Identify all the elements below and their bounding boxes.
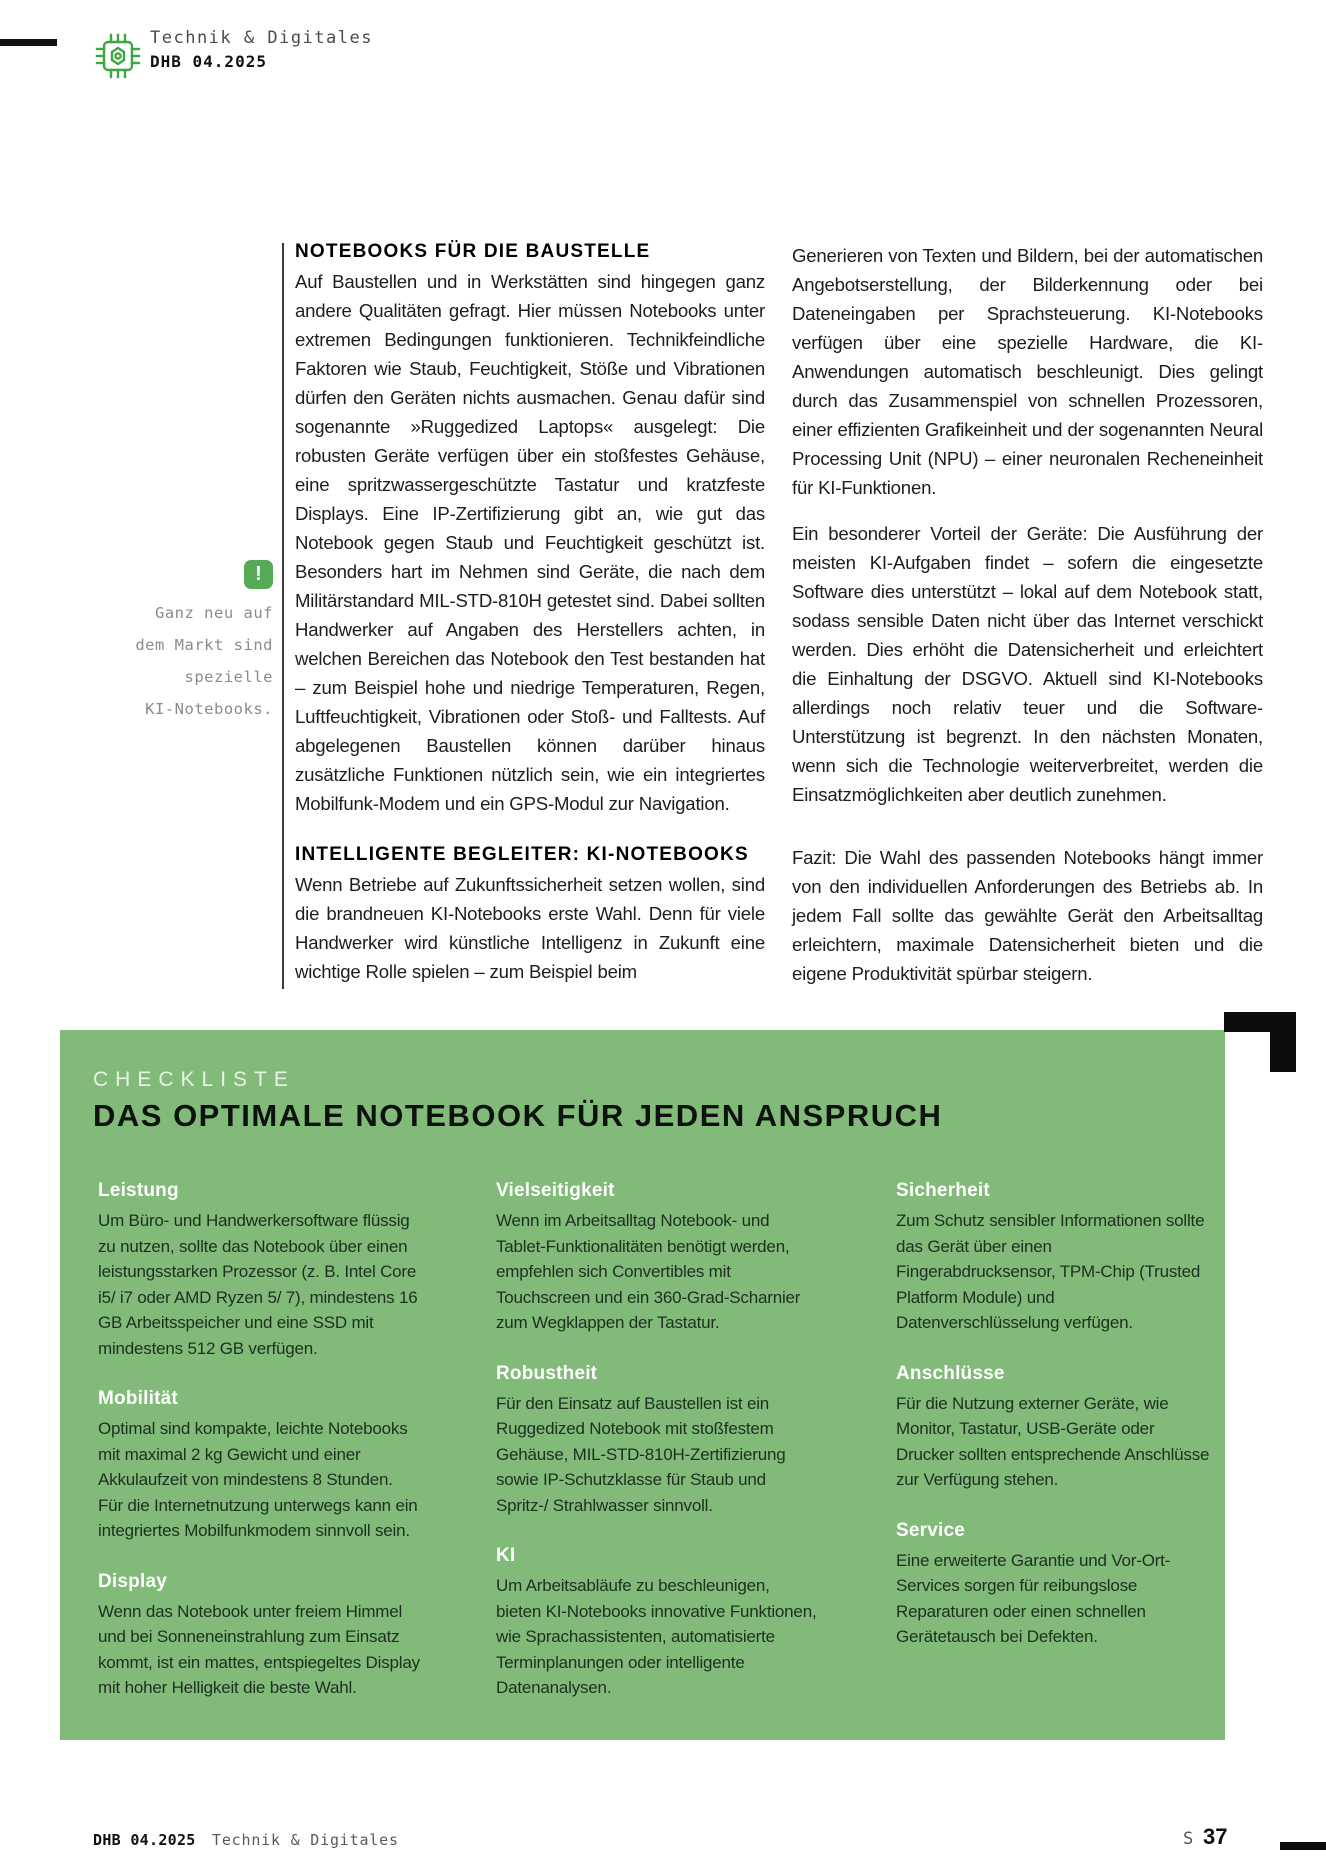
checklist-section-heading: KI xyxy=(496,1545,516,1566)
checklist-section-robustheit xyxy=(496,1363,818,1519)
footer-right-rule xyxy=(1280,1842,1326,1850)
checklist-section-mobilitaet xyxy=(98,1388,420,1544)
checklist-section-heading: Display xyxy=(98,1570,167,1592)
checklist-section-body: Optimal sind kompakte, leichte Notebooks mit maximal 2 kg Gewicht und einer Akkulaufzeit von mindestens 8 Stunden. Für die Internetnutzung unterwegs kann ein integriertes Mobilfunkmodem sinnvoll sein. xyxy=(98,1419,418,1540)
margin-note-line: KI-Notebooks. xyxy=(145,700,273,718)
article-paragraph: Fazit: Die Wahl des passenden Notebooks hängt immer von den individuellen Anforderungen des Betriebs ab. In jedem Fall sollte das gewählte Gerät den Arbeitsalltag erleichtern, maximale Datensicherheit bieten und die eigene Produktivität spürbar steigern. xyxy=(792,847,1263,984)
checklist-section-ki xyxy=(496,1545,818,1701)
checklist-section-body: Wenn das Notebook unter freiem Himmel und bei Sonneneinstrahlung zum Einsatz kommt, ist ein mattes, entspiegeltes Display mit hoher Helligkeit die beste Wahl. xyxy=(98,1601,420,1697)
header-issue-label: DHB 04.2025 xyxy=(150,52,267,71)
exclamation-glyph: ! xyxy=(255,563,262,585)
article-paragraph: Wenn Betriebe auf Zukunftssicherheit setzen wollen, sind die brandneuen KI-Notebooks erste Wahl. Denn für viele Handwerker wird künstliche Intelligenz in Zukunft eine wichtige Rolle spielen – zum Beispiel beim xyxy=(295,874,765,982)
checklist-section-heading: Leistung xyxy=(98,1180,179,1201)
checklist-section-anschluesse xyxy=(896,1363,1212,1493)
checklist-section-heading: Anschlüsse xyxy=(896,1362,1005,1384)
article-paragraph: Auf Baustellen und in Werkstätten sind hingegen ganz andere Qualitäten gefragt. Hier müssen Notebooks unter extremen Bedingungen funktionieren. Technikfeindliche Faktoren wie Staub, Feuchtigkeit, Stöße und Vibrationen dürfen den Geräten nichts ausmachen. Genau dafür sind sogenannte »Ruggedized Laptops« ausgelegt: Die robusten Geräte verfügen über ein stoßfestes Gehäuse, eine spritzwassergeschützte Tastatur und kratzfeste Displays. Eine IP-Zertifizierung gibt an, wie gut das Notebook gegen Staub und Feuchtigkeit geschützt ist. Besonders hart im Nehmen sind Geräte, die nach dem Militärstandard MIL-STD-810H getestet sind. Dabei sollten Handwerker auf Angaben des Herstellers achten, in welchen Bereichen das Notebook den Test bestanden hat – zum Beispiel hohe und niedrige Temperaturen, Regen, Luftfeuchtigkeit, Vibrationen oder Stoß- und Falltests. Auf abgelegenen Baustellen können darüber hinaus zusätzliche Funktionen nützlich sein, wie ein integriertes Mobilfunk-Modem und ein GPS-Modul zur Navigation. xyxy=(295,271,765,814)
checklist-section-vielseitigkeit xyxy=(496,1180,818,1336)
column-rule xyxy=(282,243,284,989)
footer-page-prefix: S xyxy=(1183,1829,1194,1849)
margin-note-line: Ganz neu auf xyxy=(155,604,273,622)
corner-mark xyxy=(1270,1012,1296,1072)
checklist-section-body: Um Büro- und Handwerkersoftware flüssig zu nutzen, sollte das Notebook über einen leistungsstarken Prozessor (z. B. Intel Core i5/ i7 oder AMD Ryzen 5/ 7), mindestens 16 GB Arbeitsspeicher und eine SSD mit mindestens 512 GB verfügen. xyxy=(98,1211,418,1358)
margin-note-line: dem Markt sind xyxy=(135,636,273,654)
checklist-section-body: Zum Schutz sensibler Informationen sollte das Gerät über einen Fingerabdrucksensor, TPM-Chip (Trusted Platform Module) und Datenverschlüsselung verfügen. xyxy=(896,1211,1205,1332)
checklist-column-1 xyxy=(98,1180,420,1728)
checklist-section-body: Eine erweiterte Garantie und Vor-Ort-Services sorgen für reibungslose Reparaturen oder einen schnellen Gerätetausch bei Defekten. xyxy=(896,1550,1171,1646)
checklist-section-display xyxy=(98,1571,420,1701)
checklist-section-body: Um Arbeitsabläufe zu beschleunigen, bieten KI-Notebooks innovative Funktionen, wie Sprachassistenten, automatisierte Terminplanungen oder intelligente Datenanalysen. xyxy=(496,1576,817,1697)
checklist-column-2 xyxy=(496,1180,818,1728)
header-left-rule xyxy=(0,39,57,46)
footer-issue: DHB 04.2025 xyxy=(93,1831,196,1849)
checklist-title: DAS OPTIMALE NOTEBOOK FÜR JEDEN ANSPRUCH xyxy=(93,1098,943,1133)
checklist-column-3 xyxy=(896,1180,1212,1677)
checklist-section-heading: Sicherheit xyxy=(896,1180,990,1201)
checklist-section-body: Wenn im Arbeitsalltag Notebook- und Tablet-Funktionalitäten benötigt werden, empfehlen sich Convertibles mit Touchscreen und ein 360-Grad-Scharnier zum Wegklappen der Tastatur. xyxy=(496,1211,801,1332)
checklist-section-heading: Mobilität xyxy=(98,1388,178,1409)
checklist-section-heading: Robustheit xyxy=(496,1362,598,1384)
article-heading-ki-notebooks: INTELLIGENTE BEGLEITER: KI-NOTEBOOKS xyxy=(295,844,749,865)
footer-page-number: 37 xyxy=(1203,1824,1228,1849)
checklist-section-body: Für die Nutzung externer Geräte, wie Monitor, Tastatur, USB-Geräte oder Drucker sollten entsprechende Anschlüsse zur Verfügung stehen. xyxy=(896,1393,1210,1489)
article-paragraph: Ein besonderer Vorteil der Geräte: Die Ausführung der meisten KI-Aufgaben findet – sofern die eingesetzte Software dies unterstützt – lokal auf dem Notebook statt, sodass sensible Daten nicht über das Internet verschickt werden. Dies erhöht die Datensicherheit und erleichtert die Einhaltung der DSGVO. Aktuell sind KI-Notebooks allerdings noch relativ teuer und die Software-Unterstützung ist begrenzt. In den nächsten Monaten, wenn sich die Technologie weiterverbreitet, werden die Einsatzmöglichkeiten aber deutlich zunehmen. xyxy=(792,523,1263,805)
footer-section-label: Technik & Digitales xyxy=(212,1831,399,1849)
header-section-label: Technik & Digitales xyxy=(150,28,373,48)
margin-note-line: spezielle xyxy=(184,668,273,686)
checklist-kicker: CHECKLISTE xyxy=(93,1068,295,1091)
checklist-section-sicherheit xyxy=(896,1180,1212,1336)
article-heading-baustelle: NOTEBOOKS FÜR DIE BAUSTELLE xyxy=(295,241,651,262)
alert-icon xyxy=(244,560,273,589)
checklist-section-body: Für den Einsatz auf Baustellen ist ein Ruggedized Notebook mit stoßfestem Gehäuse, MIL-STD-810H-Zertifizierung sowie IP-Schutzklasse für Staub und Spritz-/ Strahlwasser sinnvoll. xyxy=(496,1393,786,1515)
checklist-section-leistung xyxy=(98,1180,420,1361)
checklist-section-heading: Service xyxy=(896,1519,966,1541)
article-paragraph: Generieren von Texten und Bildern, bei der automatischen Angebotserstellung, der Bilderkennung oder bei Dateneingaben per Sprachsteuerung. KI-Notebooks verfügen über eine spezielle Hardware, die KI-Anwendungen automatisch beschleunigt. Dies gelingt durch das Zusammenspiel von schnellen Prozessoren, einer effizienten Grafikeinheit und der sogenannten Neural Processing Unit (NPU) – einer neuronalen Recheneinheit für KI-Funktionen. xyxy=(792,245,1263,498)
checklist-section-heading: Vielseitigkeit xyxy=(496,1180,615,1201)
checklist-section-service xyxy=(896,1520,1212,1650)
margin-note xyxy=(100,597,273,725)
chip-icon xyxy=(94,32,142,80)
